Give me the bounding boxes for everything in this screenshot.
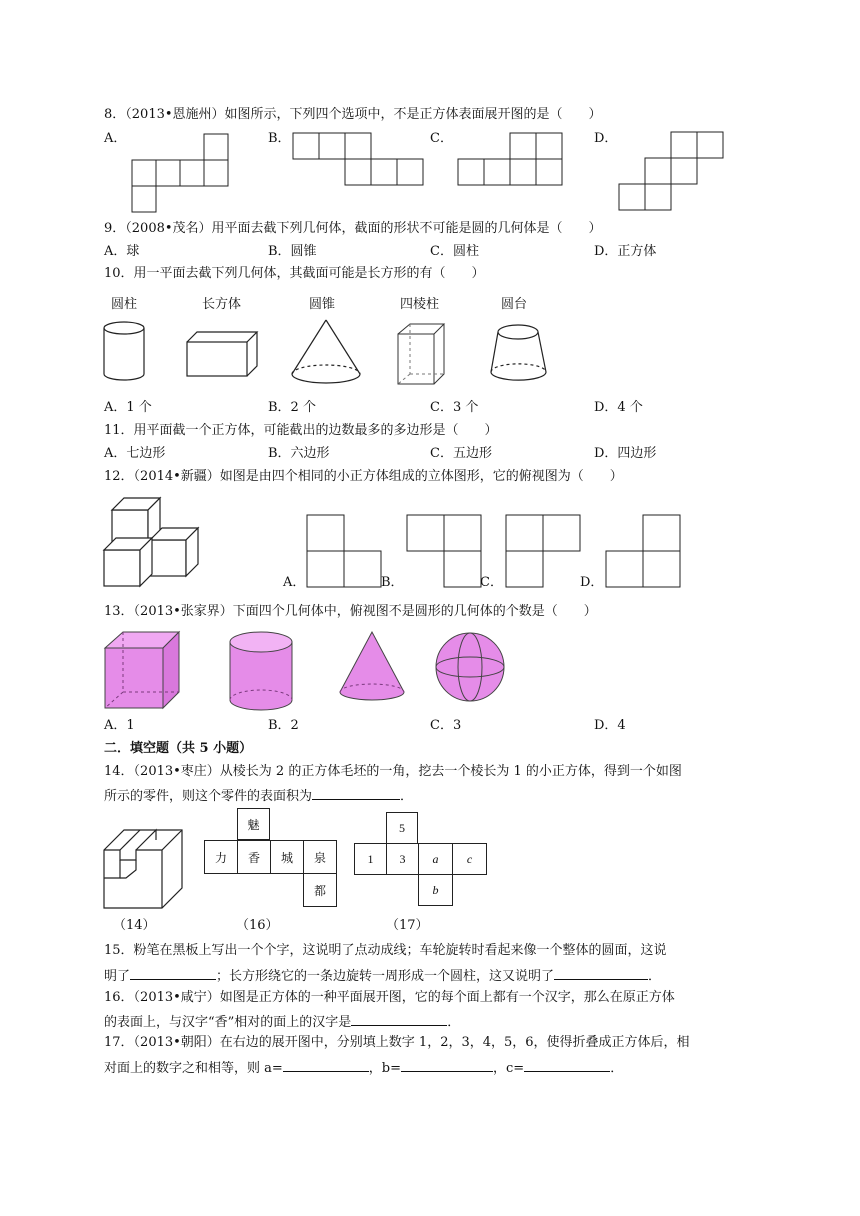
q12-view-d	[605, 514, 683, 590]
q9-option-b: B．圆锥	[268, 244, 317, 259]
q10-option-a: A．1 个	[104, 400, 152, 415]
q12-view-b	[406, 514, 484, 590]
q17-line2-c: ，c=	[493, 1061, 525, 1076]
q11-stem: 11．用平面截一个正方体，可能截出的边数最多的多边形是（ ）	[104, 423, 498, 438]
q17-line2-text: 对面上的数字之和相等，则 a=	[104, 1061, 283, 1076]
q16-line1: 16．（2013•咸宁）如图是正方体的一种平面展开图，它的每个面上都有一个汉字，那么在原正方体	[104, 990, 675, 1005]
frustum-figure	[488, 322, 550, 386]
q9-option-c: C．圆柱	[430, 244, 479, 259]
cone-figure	[288, 318, 368, 386]
q10-label-cone: 圆锥	[309, 297, 336, 312]
q15-line2	[104, 967, 661, 985]
q12-option-b: B．	[381, 575, 404, 590]
q8-option-c: C．	[430, 131, 453, 146]
q15-answer-blank-1[interactable]	[130, 967, 216, 980]
q16-line2-text: 的表面上，与汉字“香”相对的面上的汉字是	[104, 1015, 352, 1030]
q9-option-a: A．球	[104, 244, 140, 259]
q17-line1: 17．（2013•朝阳）在右边的展开图中，分别填上数字 1，2，3，4，5，6，使得折叠成正方体后，相	[104, 1035, 690, 1050]
q8-net-b	[293, 131, 428, 189]
q14-answer-blank[interactable]	[312, 787, 400, 800]
q14-line2-text: 所示的零件，则这个零件的表面积为	[104, 789, 313, 804]
q15-line2-mid: ；长方形绕它的一条边旋转一周形成一个圆柱，这又说明了	[216, 969, 555, 984]
q10-option-c: C．3 个	[430, 400, 479, 415]
q10-stem: 10．用一平面去截下列几何体，其截面可能是长方形的有（ ）	[104, 266, 485, 281]
q8-stem: 8．（2013•恩施州）如图所示，下列四个选项中，不是正方体表面展开图的是（ ）	[104, 107, 602, 122]
net16-bottom: 都	[303, 873, 337, 907]
q13-option-b: B．2	[268, 718, 299, 733]
q12-view-c	[505, 514, 583, 590]
q13-sphere-figure	[434, 630, 506, 704]
q13-cylinder-figure	[226, 630, 296, 714]
net17-top: 5	[386, 812, 418, 844]
q15-answer-blank-2[interactable]	[554, 967, 648, 980]
net16-cell-1: 力	[204, 840, 238, 874]
net16-cell-3: 城	[270, 840, 304, 874]
q12-stem: 12．（2014•新疆）如图是由四个相同的小正方体组成的立体图形，它的俯视图为（ ）	[104, 469, 623, 484]
q12-view-a	[306, 514, 384, 590]
q8-option-d: D．	[594, 131, 618, 146]
q15-line1: 15．粉笔在黑板上写出一个个字，这说明了点动成线；车轮旋转时看起来像一个整体的圆面，这说	[104, 943, 667, 958]
q10-label-prism: 四棱柱	[400, 297, 440, 312]
q14-part-figure	[102, 828, 184, 910]
q13-cone-figure	[336, 630, 408, 704]
q13-option-a: A．1	[104, 718, 135, 733]
caption-14: （14）	[113, 918, 156, 933]
q14-line2	[104, 787, 413, 805]
q11-option-a: A．七边形	[104, 446, 166, 461]
q13-stem: 13．（2013•张家界）下面四个几何体中，俯视图不是圆形的几何体的个数是（ ）	[104, 604, 597, 619]
q11-option-b: B．六边形	[268, 446, 330, 461]
q14-line1: 14．（2013•枣庄）从棱长为 2 的正方体毛坯的一角，挖去一个棱长为 1 的小正方体，得到一个如图	[104, 764, 682, 779]
q13-cube-figure	[103, 630, 183, 712]
prism-figure	[396, 322, 450, 388]
q14-line2-end: ．	[400, 789, 414, 804]
q17-answer-a[interactable]	[283, 1059, 369, 1072]
caption-17: （17）	[386, 918, 429, 933]
q17-line2-end: ．	[610, 1061, 624, 1076]
q17-answer-c[interactable]	[524, 1059, 610, 1072]
net17-cell-4: c	[452, 843, 487, 875]
net16-cell-4: 泉	[303, 840, 337, 874]
q16-answer-blank[interactable]	[351, 1013, 447, 1026]
q13-option-d: D．4	[594, 718, 626, 733]
net17-bottom: b	[418, 874, 453, 906]
caption-16: （16）	[236, 918, 279, 933]
q11-option-d: D．四边形	[594, 446, 657, 461]
cuboid-figure	[185, 330, 265, 380]
q16-line2	[104, 1013, 460, 1031]
q8-net-c	[456, 131, 566, 189]
q8-option-b: B．	[268, 131, 291, 146]
q10-label-frustum: 圆台	[501, 297, 528, 312]
q16-line2-end: ．	[447, 1015, 461, 1030]
q8-option-a: A．	[104, 131, 127, 146]
q12-option-d: D．	[580, 575, 604, 590]
q15-line2-text: 明了	[104, 969, 131, 984]
q10-label-cylinder: 圆柱	[111, 297, 138, 312]
net17-cell-3: a	[418, 843, 453, 875]
q10-option-d: D．4 个	[594, 400, 643, 415]
net17-cell-1: 1	[354, 843, 387, 875]
q9-option-d: D．正方体	[594, 244, 657, 259]
q12-option-c: C．	[480, 575, 503, 590]
net16-cell-2: 香	[237, 840, 271, 874]
q17-line2	[104, 1059, 623, 1077]
section-title: 二．填空题（共 5 小题）	[104, 741, 253, 756]
q9-stem: 9．（2008•茂名）用平面去截下列几何体，截面的形状不可能是圆的几何体是（ ）	[104, 221, 602, 236]
net17-cell-2: 3	[386, 843, 419, 875]
q12-option-a: A．	[283, 575, 306, 590]
q8-net-a	[130, 134, 230, 214]
net16-top: 魅	[237, 808, 270, 840]
cylinder-figure	[100, 320, 150, 384]
q13-option-c: C．3	[430, 718, 462, 733]
q10-label-cuboid: 长方体	[202, 297, 242, 312]
q12-cube-stack-figure	[102, 494, 202, 590]
q11-option-c: C．五边形	[430, 446, 492, 461]
q15-line2-end: ．	[648, 969, 662, 984]
q17-line2-b: ，b=	[368, 1061, 401, 1076]
q8-net-d	[619, 131, 729, 213]
q17-answer-b[interactable]	[401, 1059, 493, 1072]
q10-option-b: B．2 个	[268, 400, 316, 415]
